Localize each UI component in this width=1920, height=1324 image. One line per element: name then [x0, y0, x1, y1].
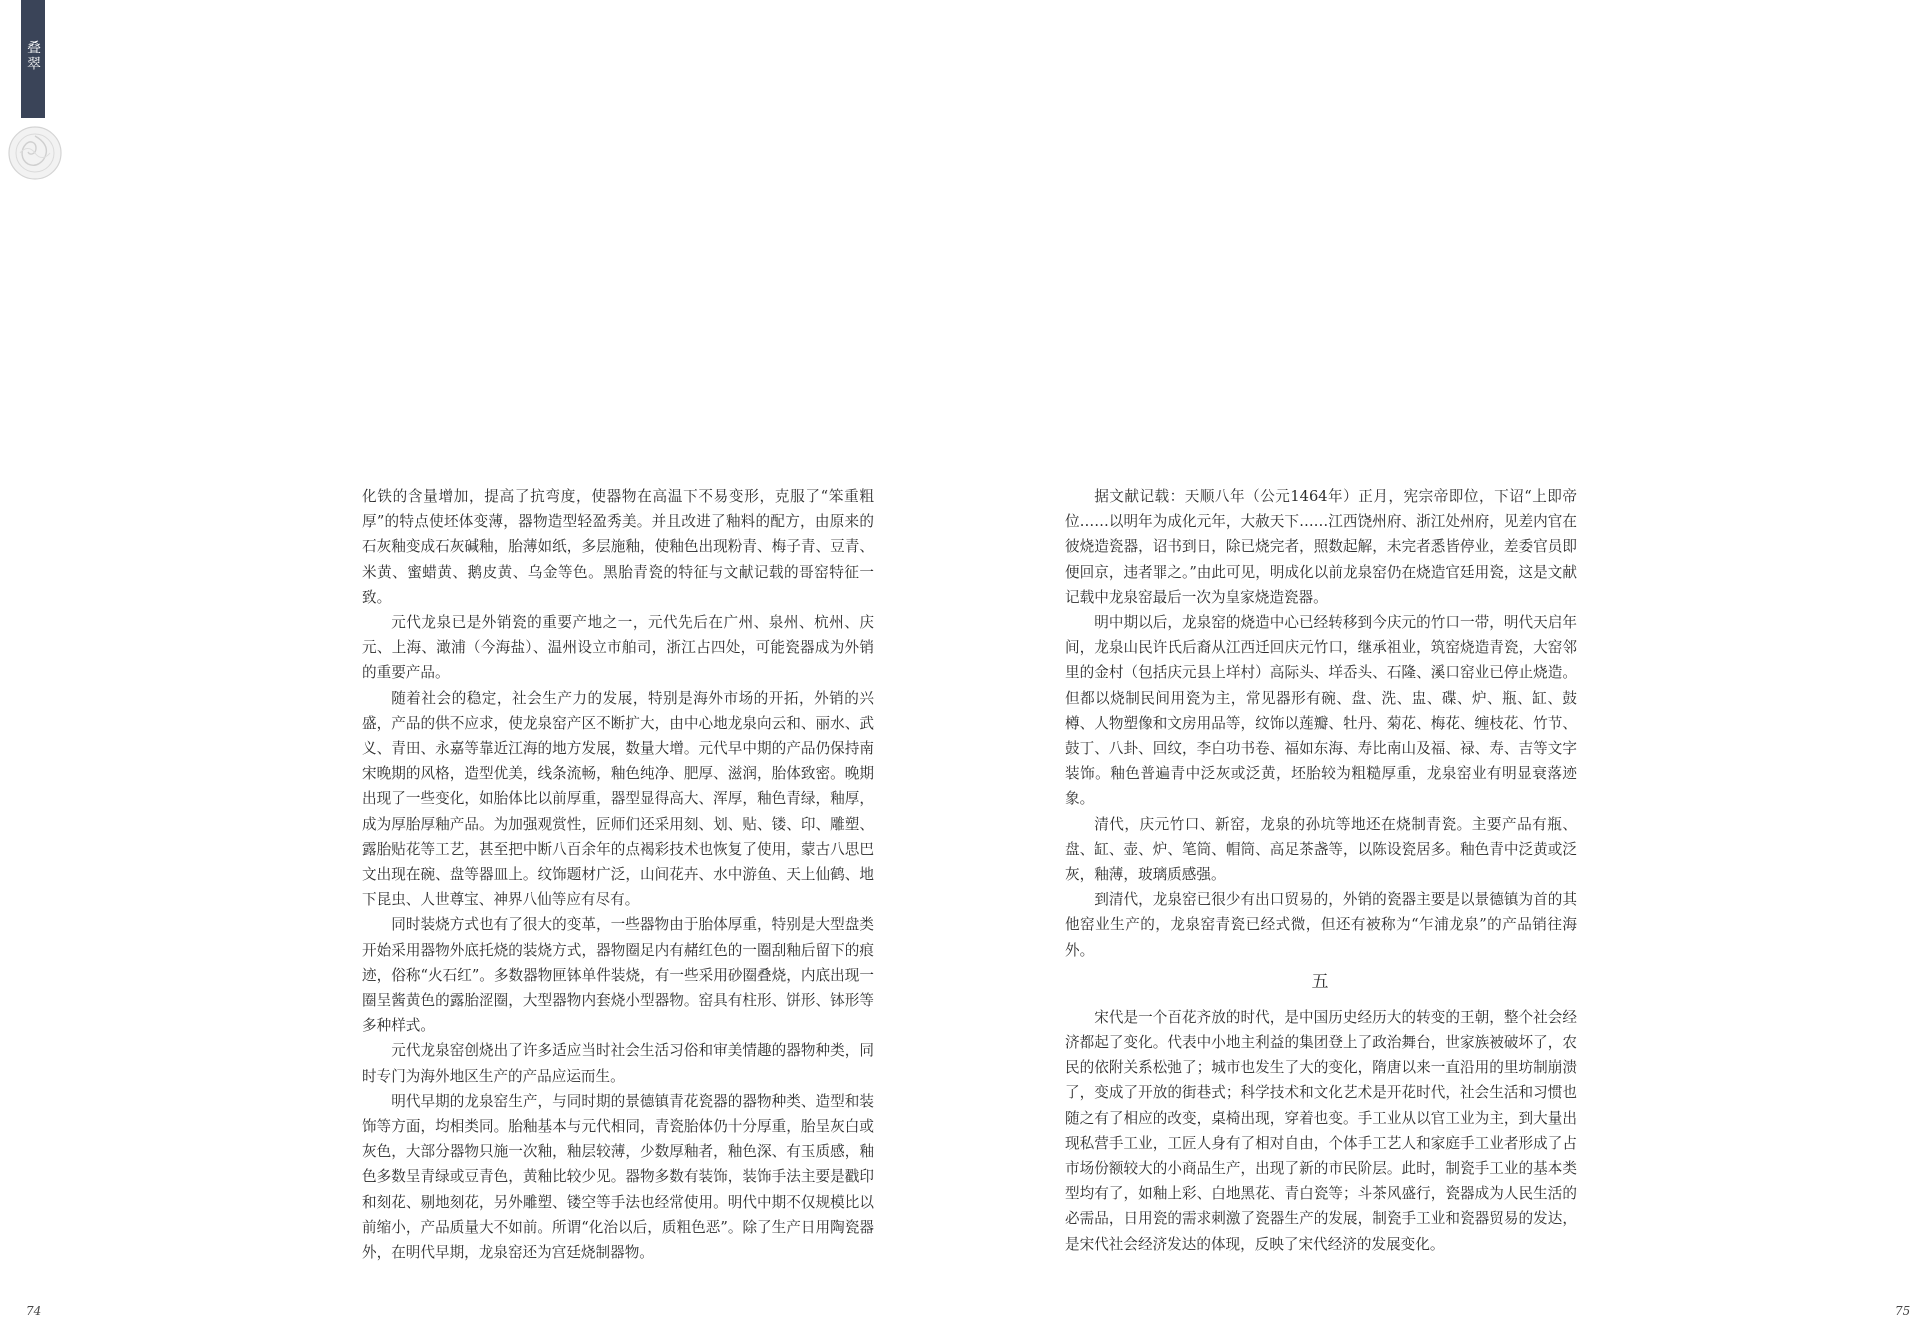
- left-paragraph: 同时装烧方式也有了很大的变革，一些器物由于胎体厚重，特别是大型盘类开始采用器物外底托烧的装烧方式，器物圈足内有赭红色的一圈刮釉后留下的痕迹，俗称“火石红”。多数器物匣钵单件装烧，有一些采用砂圈叠烧，内底出现一圈呈酱黄色的露胎涩圈，大型器物内套烧小型器物。窑具有柱形、饼形、钵形等多种样式。: [362, 916, 874, 1035]
- right-paragraph: 到清代，龙泉窑已很少有出口贸易的，外销的瓷器主要是以景德镇为首的其他窑业生产的，龙泉窑青瓷已经式微，但还有被称为“乍浦龙泉”的产品销往海外。: [1065, 891, 1577, 959]
- right-page-number: 75: [1895, 1304, 1911, 1318]
- right-paragraph: 宋代是一个百花齐放的时代，是中国历史经历大的转变的王朝，整个社会经济都起了变化。代表中小地主利益的集团登上了政治舞台，世家族被破坏了，农民的依附关系松弛了；城市也发生了大的变化，隋唐以来一直沿用的里坊制崩溃了，变成了开放的街巷式；科学技术和文化艺术是开花时代，社会生活和习惯也随之有了相应的改变，桌椅出现，穿着也变。手工业从以官工业为主，到大量出现私营手工业，工匠人身有了相对自由，个体手工艺人和家庭手工业者形成了占市场份额较大的小商品生产，出现了新的市民阶层。此时，制瓷手工业的基本类型均有了，如釉上彩、白地黑花、青白瓷等；斗茶风盛行，瓷器成为人民生活的必需品，日用瓷的需求刺激了瓷器生产的发展，制瓷手工业和瓷器贸易的发达，是宋代社会经济发达的体现，反映了宋代经济的发展变化。: [1065, 1008, 1577, 1253]
- left-paragraph: 元代龙泉窑创烧出了许多适应当时社会生活习俗和审美情趣的器物种类，同时专门为海外地区生产的产品应运而生。: [362, 1042, 874, 1085]
- section-heading: 五: [1311, 971, 1331, 992]
- right-paragraph: 据文献记载：天顺八年（公元1464年）正月，宪宗帝即位，下诏“上即帝位……以明年为成化元年，大赦天下……江西饶州府、浙江处州府，见差内官在彼烧造瓷器，诏书到日，除已烧完者，照数起解，未完者悉皆停业，差委官员即便回京，违者罪之。”由此可见，明成化以前龙泉窑仍在烧造官廷用瓷，这是文献记载中龙泉窑最后一次为皇家烧造瓷器。: [1065, 488, 1577, 606]
- left-paragraph: 随着社会的稳定，社会生产力的发展，特别是海外市场的开拓，外销的兴盛，产品的供不应求，使龙泉窑产区不断扩大，由中心地龙泉向云和、丽水、武义、青田、永嘉等靠近江海的地方发展，数量大增。元代早中期的产品仍保持南宋晚期的风格，造型优美，线条流畅，釉色纯净、肥厚、滋润，胎体致密。晚期出现了一些变化，如胎体比以前厚重，器型显得高大、浑厚，釉色青绿，釉厚，成为厚胎厚釉产品。为加强观赏性，匠师们还采用刻、划、贴、镂、印、雕塑、露胎贴花等工艺，甚至把中断八百余年的点褐彩技术也恢复了使用，蒙古八思巴文出现在碗、盘等器皿上。纹饰题材广泛，山间花卉、水中游鱼、天上仙鹤、地下昆虫、人世尊宝、神界八仙等应有尽有。: [362, 689, 874, 909]
- left-paragraph: 化铁的含量增加，提高了抗弯度，使器物在高温下不易变形，克服了“笨重粗厚”的特点使坯体变薄，器物造型轻盈秀美。并且改进了釉料的配方，由原来的石灰釉变成石灰碱釉，胎薄如纸，多层施釉，使釉色出现粉青、梅子青、豆青、米黄、蜜蜡黄、鹅皮黄、乌金等色。黑胎青瓷的特征与文献记载的哥窑特征一致。: [362, 488, 874, 606]
- left-paragraph: 元代龙泉已是外销瓷的重要产地之一，元代先后在广州、泉州、杭州、庆元、上海、澉浦（今海盐）、温州设立市舶司，浙江占四处，可能瓷器成为外销的重要产品。: [362, 614, 874, 682]
- right-paragraph: 清代，庆元竹口、新窑，龙泉的孙坑等地还在烧制青瓷。主要产品有瓶、盘、缸、壶、炉、笔筒、帽筒、高足茶盏等，以陈设瓷居多。釉色青中泛黄或泛灰，釉薄，玻璃质感强。: [1065, 815, 1577, 884]
- left-page-number: 74: [26, 1304, 42, 1318]
- right-paragraph: 明中期以后，龙泉窑的烧造中心已经转移到今庆元的竹口一带，明代天启年间，龙泉山民许氏后裔从江西迁回庆元竹口，继承祖业，筑窑烧造青瓷，大窑邻里的金村（包括庆元县上垟村）高际头、垟岙头、石隆、溪口窑业已停止烧造。但都以烧制民间用瓷为主，常见器形有碗、盘、洗、盅、碟、炉、瓶、缸、鼓樽、人物塑像和文房用品等，纹饰以莲瓣、牡丹、菊花、梅花、缠枝花、竹节、鼓丁、八卦、回纹，李白功书卷、福如东海、寿比南山及福、禄、寿、吉等文字装饰。釉色普遍青中泛灰或泛黄，坯胎较为粗糙厚重，龙泉窑业有明显衰落迹象。: [1065, 614, 1577, 808]
- left-paragraph: 明代早期的龙泉窑生产，与同时期的景德镇青花瓷器的器物种类、造型和装饰等方面，均相类同。胎釉基本与元代相同，青瓷胎体仍十分厚重，胎呈灰白或灰色，大部分器物只施一次釉，釉层较薄，少数厚釉者，釉色深、有玉质感，釉色多数呈青绿或豆青色，黄釉比较少见。器物多数有装饰，装饰手法主要是戳印和刻花、剔地刻花，另外雕塑、镂空等手法也经常使用。明代中期不仅规模比以前缩小，产品质量大不如前。所谓“化治以后，质粗色恶”。除了生产日用陶瓷器外，在明代早期，龙泉窑还为宫廷烧制器物。: [362, 1092, 874, 1262]
- right-page-body: [1065, 484, 1577, 1257]
- decorative-medallion-icon: [6, 124, 64, 182]
- left-page-body: [362, 484, 874, 1265]
- chapter-side-tab: [21, 0, 45, 118]
- chapter-side-tab-label: 叠翠: [25, 40, 41, 72]
